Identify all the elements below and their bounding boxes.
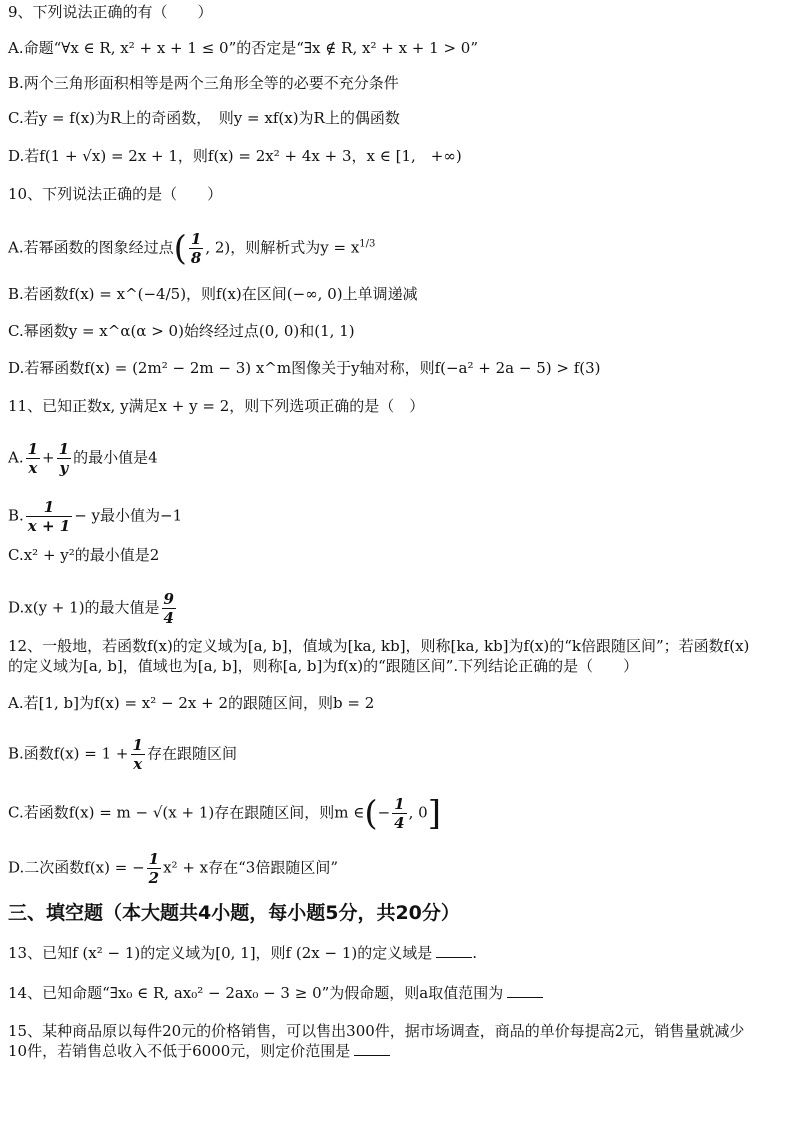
fraction-denominator: 8: [190, 249, 202, 267]
section-3-heading: 三、填空题（本大题共4小题，每小题5分，共20分）: [8, 902, 460, 924]
fraction-1-over-y: $\frac{1}{y}$: [58, 440, 70, 477]
q9-option-c: C.若y = f(x)为R上的奇函数， 则y = xf(x)为R上的偶函数: [8, 109, 400, 127]
left-paren: (: [173, 228, 187, 269]
fraction-numerator: 1: [190, 230, 202, 248]
q11-option-c: C.x² + y²的最小值是2: [8, 546, 160, 564]
fraction-1-over-x: $\frac{1}{x}$: [132, 736, 143, 773]
q12-option-c: C.若函数f(x) = m − √(x + 1)存在跟随区间，则m ∈(− $\frac{1}{4}$ , 0]: [8, 793, 441, 834]
q14-text: 14、已知命题“∃x₀ ∈ R, ax₀² − 2ax₀ − 3 ≥ 0”为假命题，则a取值范围为: [8, 984, 504, 1002]
answer-blank[interactable]: [436, 957, 472, 958]
q15-text: 10件，若销售总收入不低于6000元，则定价范围是: [8, 1042, 351, 1060]
q11-b-text: − y最小值为−1: [74, 506, 183, 525]
q12-c-suffix: , 0: [408, 803, 428, 822]
answer-blank[interactable]: [354, 1055, 390, 1056]
q12-b-suffix: 存在跟随区间: [146, 744, 237, 763]
fraction-1-over-4: $\frac{1}{4}$: [394, 795, 405, 832]
q15-line1: 15、某种商品原以每件20元的价格销售，可以售出300件，据市场调查，商品的单价每提高2元，销售量就减少: [8, 1022, 745, 1040]
q12-stem-line2: 的定义域为[a, b]，值域也为[a, b]，则称[a, b]为f(x)的“跟随区间”.下列结论正确的是（ ）: [8, 657, 639, 675]
q12-c-prefix: C.若函数f(x) = m − √(x + 1)存在跟随区间，则m ∈: [8, 803, 365, 822]
q10-option-b: B.若函数f(x) = x^(−4/5)，则f(x)在区间(−∞, 0)上单调递减: [8, 285, 418, 303]
q11-d-prefix: D.x(y + 1)的最大值是: [8, 598, 160, 617]
fraction-1-over-x: $\frac{1}{x}$: [27, 440, 39, 477]
q10-a-fraction: [189, 230, 203, 267]
q14: [8, 983, 543, 1003]
q12-d-suffix: x² + x存在“3倍跟随区间”: [163, 858, 339, 877]
q12-option-d: [8, 850, 338, 887]
q12-stem-line1: 12、一般地，若函数f(x)的定义域为[a, b]，值域为[ka, kb]，则称[ka, kb]为f(x)的“k倍跟随区间”；若函数f(x): [8, 637, 750, 655]
q11-option-b: B. $\frac{1}{x + 1}$ − y最小值为−1: [8, 498, 183, 535]
q10-a-suffix: , 2)，则解析式为y = x: [205, 238, 360, 257]
q10-a-exponent: 1/3: [359, 238, 376, 250]
q12-b-prefix: B.函数f(x) = 1 +: [8, 744, 129, 763]
q12-option-b: [8, 736, 237, 773]
q12-d-prefix: D.二次函数f(x) = −: [8, 858, 145, 877]
q9-option-b: B.两个三角形面积相等是两个三角形全等的必要不充分条件: [8, 74, 399, 92]
q10-option-c: C.幂函数y = x^α(α > 0)始终经过点(0, 0)和(1, 1): [8, 322, 355, 340]
q12-option-a: A.若[1, b]为f(x) = x² − 2x + 2的跟随区间，则b = 2: [8, 694, 375, 712]
answer-blank[interactable]: [507, 997, 543, 998]
fraction-1-over-x-plus-1: $\frac{1}{x + 1}$: [27, 498, 71, 535]
q9-option-d: D.若f(1 + √x) = 2x + 1，则f(x) = 2x² + 4x + 3，x ∈ [1, +∞): [8, 147, 462, 165]
fraction-1-over-2: $\frac{1}{2}$: [148, 850, 160, 887]
q10-stem: 10、下列说法正确的是（ ）: [8, 185, 223, 203]
q10-option-d: D.若幂函数f(x) = (2m² − 2m − 3) x^m图像关于y轴对称，则f(−a² + 2a − 5) > f(3): [8, 359, 601, 377]
q13-text: 13、已知f (x² − 1)的定义域为[0, 1]，则f (2x − 1)的定义域是: [8, 944, 433, 962]
q13-period: .: [472, 944, 478, 962]
q9-stem: 9、下列说法正确的有（ ）: [8, 3, 213, 21]
q9-option-a: A.命题“∀x ∈ R, x² + x + 1 ≤ 0”的否定是“∃x ∉ R, x² + x + 1 > 0”: [8, 39, 478, 57]
q11-a-text: 的最小值是4: [73, 448, 158, 467]
right-bracket: ]: [427, 793, 441, 834]
q10-a-prefix: A.若幂函数的图象经过点: [8, 238, 174, 257]
left-paren: (: [364, 793, 378, 834]
fraction-9-over-4: $\frac{9}{4}$: [163, 590, 174, 627]
q11-option-a: A. $\frac{1}{x}$ + $\frac{1}{y}$ 的最小值是4: [8, 440, 158, 477]
q10-option-a: [8, 230, 375, 267]
q15-line2: [8, 1041, 390, 1061]
q11-stem: 11、已知正数x, y满足x + y = 2，则下列选项正确的是（ ）: [8, 397, 425, 415]
q11-option-d: [8, 590, 178, 627]
q13: [8, 943, 477, 963]
